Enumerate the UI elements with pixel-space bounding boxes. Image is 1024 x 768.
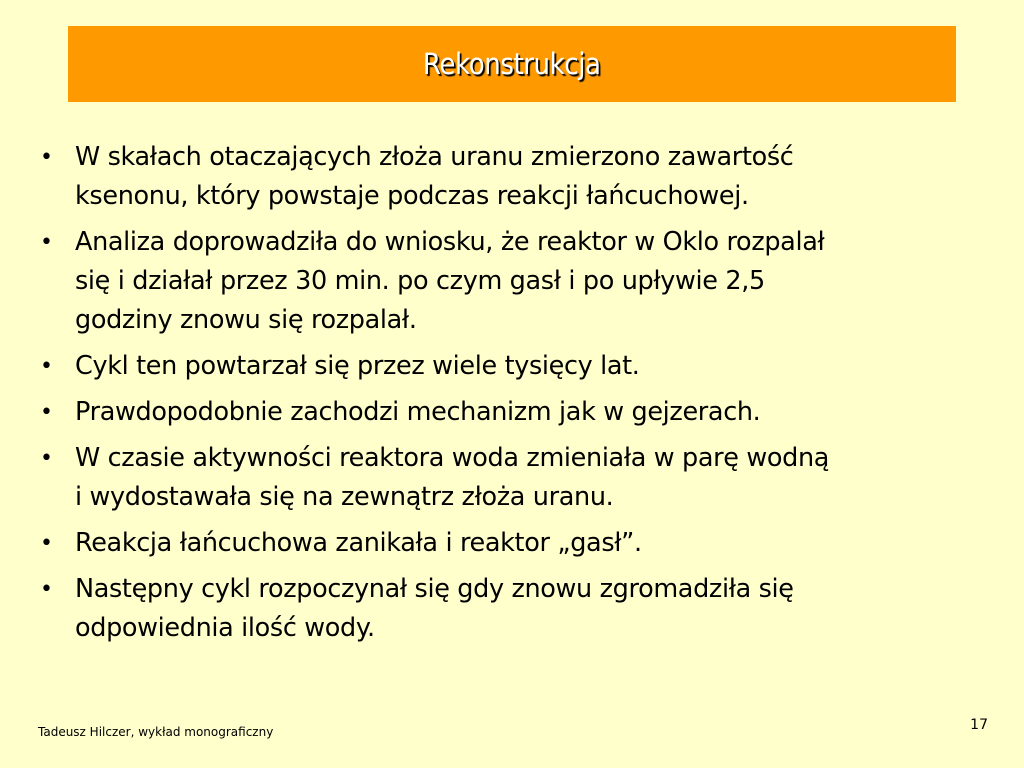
page-number: 17	[970, 717, 988, 733]
footer-author: Tadeusz Hilczer, wykład monograficzny	[38, 725, 274, 739]
bullet-text: Prawdopodobnie zachodzi mechanizm jak w gejzerach.	[75, 397, 761, 427]
bullet-icon: •	[40, 577, 53, 602]
bullet-text: Analiza doprowadziła do wniosku, że reaktor w Oklo rozpalał się i działał przez 30 min. po czym gasł i po upływie 2,5 godziny znowu się rozpalał.	[75, 227, 825, 335]
bullet-text: W skałach otaczających złoża uranu zmierzono zawartość ksenonu, który powstaje podczas reakcji łańcuchowej.	[75, 142, 794, 211]
bullet-text: W czasie aktywności reaktora woda zmieniała w parę wodną i wydostawała się na zewnątrz złoża uranu.	[75, 443, 830, 512]
bullet-icon: •	[40, 531, 53, 556]
bullet-text: Następny cykl rozpoczynał się gdy znowu zgromadziła się odpowiednia ilość wody.	[75, 574, 794, 643]
bullet-item-7	[40, 570, 1000, 648]
bullet-text: Reakcja łańcuchowa zanikała i reaktor „gasł”.	[75, 528, 642, 558]
bullet-icon: •	[40, 230, 53, 255]
bullet-icon: •	[40, 145, 53, 170]
bullet-text: Cykl ten powtarzał się przez wiele tysięcy lat.	[75, 351, 640, 381]
bullet-list	[40, 138, 1000, 655]
bullet-item-2	[40, 223, 1000, 340]
bullet-icon: •	[40, 354, 53, 379]
slide-title: Rekonstrukcja	[423, 47, 601, 81]
bullet-item-6	[40, 524, 1000, 563]
bullet-item-1	[40, 138, 1000, 216]
bullet-icon: •	[40, 446, 53, 471]
bullet-item-5	[40, 439, 1000, 517]
bullet-item-4	[40, 393, 1000, 432]
bullet-item-3	[40, 347, 1000, 386]
title-bar	[68, 26, 956, 102]
bullet-icon: •	[40, 400, 53, 425]
